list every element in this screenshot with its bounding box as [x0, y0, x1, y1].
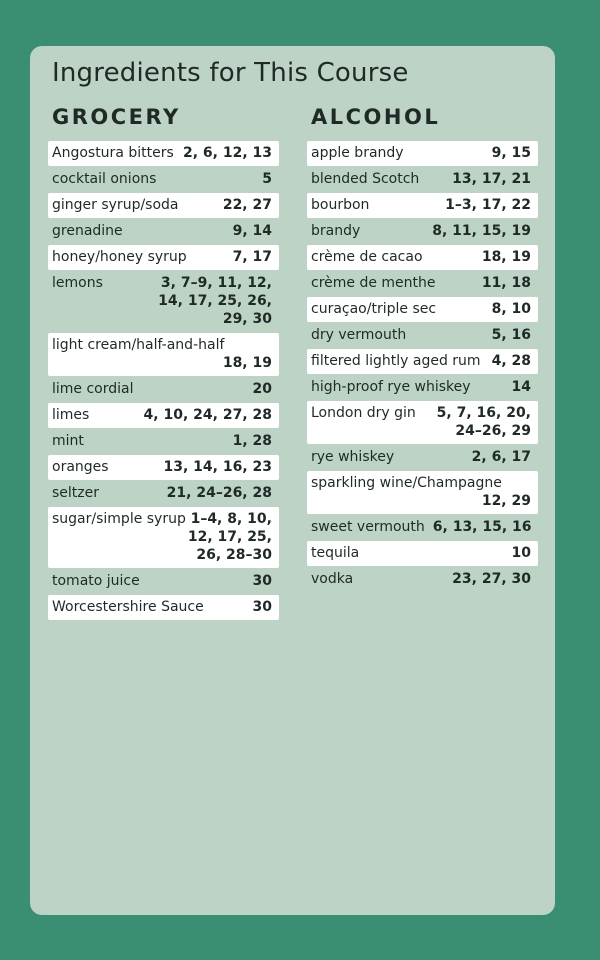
grocery-heading: GROCERY — [52, 105, 181, 129]
list-item — [48, 569, 279, 594]
item-name: Worcestershire Sauce — [52, 599, 204, 615]
item-numbers: 2, 6, 12, 13 — [182, 145, 272, 161]
grocery-column — [48, 104, 279, 621]
list-item — [307, 167, 538, 192]
item-numbers: 30 — [252, 573, 272, 589]
item-name: lemons — [52, 275, 103, 291]
alcohol-heading: ALCOHOL — [311, 105, 441, 129]
item-numbers: 10 — [511, 545, 531, 561]
item-name: oranges — [52, 459, 109, 475]
item-name: dry vermouth — [311, 327, 407, 343]
item-name: curaçao/triple sec — [311, 301, 437, 317]
item-numbers: 18, 19 — [222, 355, 272, 371]
page-title: Ingredients for This Course — [52, 58, 409, 88]
item-name: tequila — [311, 545, 360, 561]
alcohol-column — [307, 104, 538, 593]
item-numbers: 5 — [262, 171, 272, 187]
item-numbers: 2, 6, 17 — [471, 449, 531, 465]
list-item — [307, 541, 538, 566]
list-item — [307, 271, 538, 296]
item-numbers: 4, 28 — [491, 353, 531, 369]
item-name: bourbon — [311, 197, 370, 213]
item-name: blended Scotch — [311, 171, 420, 187]
item-name: mint — [52, 433, 84, 449]
list-item — [48, 429, 279, 454]
item-numbers: 13, 14, 16, 23 — [163, 459, 272, 475]
list-item — [307, 219, 538, 244]
item-name: filtered lightly aged rum — [311, 353, 481, 369]
item-numbers: 8, 11, 15, 19 — [432, 223, 531, 239]
list-item — [48, 141, 279, 166]
item-name: seltzer — [52, 485, 100, 501]
list-item — [307, 471, 538, 514]
item-name: crème de cacao — [311, 249, 423, 265]
item-numbers: 5, 16 — [491, 327, 531, 343]
list-item — [48, 167, 279, 192]
list-item — [307, 445, 538, 470]
item-numbers: 1, 28 — [232, 433, 272, 449]
list-item — [307, 567, 538, 592]
item-numbers: 22, 27 — [222, 197, 272, 213]
list-item — [48, 193, 279, 218]
list-item — [48, 481, 279, 506]
item-numbers: 14 — [511, 379, 531, 395]
item-name: London dry gin — [311, 405, 416, 421]
item-name: light cream/half-and-half — [52, 337, 225, 353]
item-numbers: 1–4, 8, 10, 12, 17, 25, 26, 28–30 — [187, 511, 272, 563]
item-name: sugar/simple syrup — [52, 511, 186, 527]
list-item — [307, 323, 538, 348]
item-name: Angostura bitters — [52, 145, 174, 161]
item-numbers: 6, 13, 15, 16 — [432, 519, 532, 535]
list-item — [48, 455, 279, 480]
list-item — [307, 245, 538, 270]
item-name: high-proof rye whiskey — [311, 379, 471, 395]
list-item — [48, 507, 279, 568]
list-item — [48, 219, 279, 244]
item-numbers: 5, 7, 16, 20, 24–26, 29 — [436, 405, 531, 439]
list-item — [307, 375, 538, 400]
item-numbers: 9, 14 — [232, 223, 272, 239]
item-name: limes — [52, 407, 90, 423]
item-numbers: 11, 18 — [481, 275, 531, 291]
item-name: lime cordial — [52, 381, 134, 397]
list-item — [307, 349, 538, 374]
item-name: crème de menthe — [311, 275, 436, 291]
item-numbers: 23, 27, 30 — [452, 571, 531, 587]
item-numbers: 3, 7–9, 11, 12, 14, 17, 25, 26, 29, 30 — [158, 275, 272, 327]
item-name: apple brandy — [311, 145, 404, 161]
item-numbers: 13, 17, 21 — [452, 171, 531, 187]
item-numbers: 21, 24–26, 28 — [166, 485, 272, 501]
item-name: honey/honey syrup — [52, 249, 187, 265]
item-name: cocktail onions — [52, 171, 157, 187]
item-numbers: 7, 17 — [232, 249, 272, 265]
ingredients-card — [30, 46, 555, 915]
item-name: sweet vermouth — [311, 519, 425, 535]
item-name: sparkling wine/Champagne — [311, 475, 502, 491]
item-numbers: 18, 19 — [481, 249, 531, 265]
list-item — [307, 401, 538, 444]
list-item — [48, 595, 279, 620]
list-item — [48, 377, 279, 402]
list-item — [307, 515, 538, 540]
item-name: grenadine — [52, 223, 123, 239]
item-numbers: 30 — [252, 599, 272, 615]
item-name: vodka — [311, 571, 354, 587]
item-name: brandy — [311, 223, 361, 239]
list-item — [307, 193, 538, 218]
list-item — [48, 403, 279, 428]
item-numbers: 9, 15 — [491, 145, 531, 161]
item-numbers: 20 — [252, 381, 272, 397]
item-numbers: 12, 29 — [481, 493, 531, 509]
item-name: tomato juice — [52, 573, 140, 589]
list-item — [307, 297, 538, 322]
list-item — [48, 271, 279, 332]
list-item — [307, 141, 538, 166]
list-item — [48, 245, 279, 270]
item-numbers: 1–3, 17, 22 — [445, 197, 531, 213]
item-numbers: 4, 10, 24, 27, 28 — [143, 407, 272, 423]
list-item — [48, 333, 279, 376]
item-name: ginger syrup/soda — [52, 197, 179, 213]
item-numbers: 8, 10 — [491, 301, 531, 317]
item-name: rye whiskey — [311, 449, 395, 465]
